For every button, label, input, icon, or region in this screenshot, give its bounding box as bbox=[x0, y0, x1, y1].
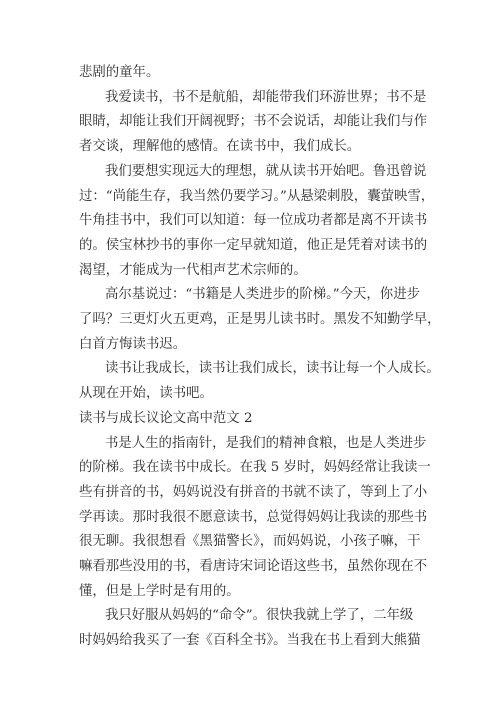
text-line: 者交谈，理解他的感情。在读书中，我们成长。 bbox=[79, 139, 361, 154]
text-line: 时妈妈给我买了一套《百科全书》。当我在书上看到大熊猫 bbox=[79, 633, 421, 648]
text-line: 些有拼音的书，妈妈说没有拼音的书就不读了，等到上了小 bbox=[79, 485, 428, 500]
text-line: 悲剧的童年。 bbox=[79, 65, 160, 80]
text-line: 的。侯宝林抄书的事你一定早就知道，他正是凭着对读书的 bbox=[79, 238, 428, 253]
text-line: 过：“尚能生存，我当然仍要学习。”从悬梁刺股，囊萤映雪， bbox=[79, 189, 435, 204]
text-line: 眼睛，却能让我们开阔视野；书不会说话，却能让我们与作 bbox=[79, 114, 428, 129]
text-line: 嘛看那些没用的书，看唐诗宋词论语这些书，虽然你现在不 bbox=[79, 559, 428, 574]
section-heading: 读书与成长议论文高中范文 2 bbox=[79, 411, 253, 426]
text-line: 牛角挂书中，我们可以知道：每一位成功者都是离不开读书 bbox=[79, 213, 428, 228]
text-line: 读书让我成长，读书让我们成长，读书让每一个人成长。 bbox=[105, 361, 440, 376]
text-line: 书是人生的指南针，是我们的精神食粮，也是人类进步 bbox=[105, 436, 427, 451]
text-line: 白首方悔读书迟。 bbox=[79, 337, 187, 352]
text-line: 学再读。那时我很不愿意读书，总觉得妈妈让我读的那些书 bbox=[79, 510, 428, 525]
text-line: 从现在开始，读书吧。 bbox=[79, 386, 213, 401]
text-line: 很无聊。我很想看《黑猫警长》，而妈妈说，小孩子嘛，干 bbox=[79, 534, 421, 549]
text-line: 了吗？三更灯火五更鸡，正是男儿读书时。黑发不知勤学早， bbox=[79, 312, 441, 327]
text-line: 我爱读书，书不是航船，却能带我们环游世界；书不是 bbox=[105, 90, 427, 105]
text-line: 我们要想实现远大的理想，就从读书开始吧。鲁迅曾说 bbox=[105, 164, 427, 179]
text-line: 高尔基说过：“书籍是人类进步的阶梯。”今天，你进步 bbox=[105, 287, 420, 302]
text-line: 我只好服从妈妈的“命令”。很快我就上学了，二年级 bbox=[105, 608, 414, 623]
text-line: 的阶梯。我在读书中成长。在我 5 岁时，妈妈经常让我读一 bbox=[79, 460, 431, 475]
text-line: 渴望，才能成为一代相声艺术宗师的。 bbox=[79, 263, 307, 278]
text-line: 懂，但是上学时是有用的。 bbox=[79, 584, 240, 599]
